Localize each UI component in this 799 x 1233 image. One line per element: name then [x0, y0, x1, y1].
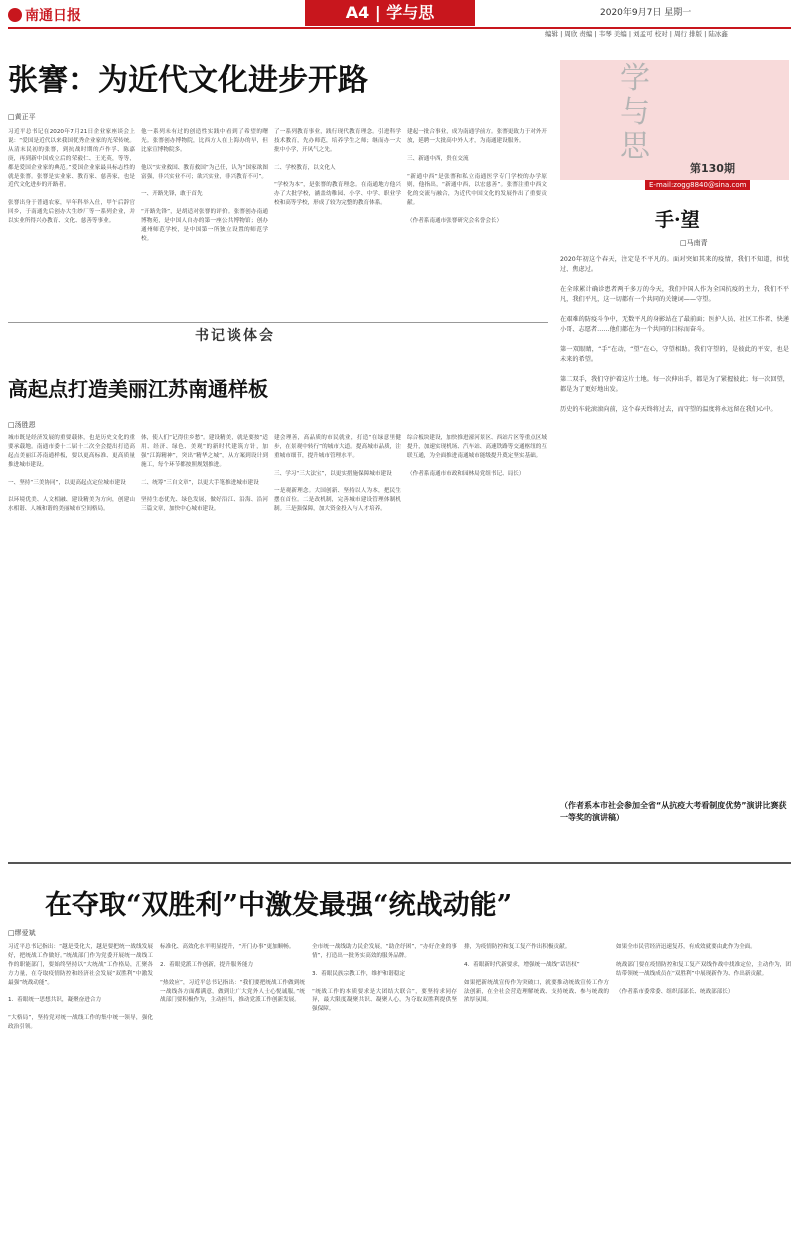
essay-footnote: （作者系本市社会参加全省“从抗疫大考看制度优势”演讲比赛获一等奖的演讲稿） — [560, 801, 787, 822]
article1-column-4: 建起一批合事业，成为南通学前方。张謇更致力于对外开放，延聘一大批高中外人才，为南通建设服务。 三、新通中西，贵在交流 “新通中西”是张謇和私立南通医学专门学校的办学原则，他指出，“新通中西，以宏慈善”。张謇注重中西文化的交流与融合，为近代中国文化的发展作出了重要贡献。 （作者系南通市张謇研究会名誉会长） — [407, 129, 547, 225]
issue-date: 2020年9月7日 星期一 — [600, 8, 692, 18]
article2-column-3: 建会理善，高品质的市民就业，打造“在绿意里健步，在景观中转行”的城市大道。提高城市品质，注重城市细节，提升城市管理水平。 三、学习“三大法宝”，以更实措施保障城市建设 一是观新理念。大国创新、坚持以人为本，把民生摆在首位。二是改机制，完善城市建设管理体制机制。三是强保障，加大资金投入与人才培养。 — [274, 435, 401, 513]
article1-byline: □黄正平 — [8, 113, 36, 121]
article3-column-2: 标准化、高效化水平明显提升，“开门办事”更加顺畅。 2．着眼党派工作创新，提升服务能力 “热效应”，习近平总书记指出：“我们要把统战工作做到统一战线各方面都满意，做到让广大党外人士心悦诚服。”统战部门要积极作为，主动担当，推动党派工作创新发展。 — [160, 944, 305, 1004]
editors-line: 编辑 | 周欣 责编 | 韦琴 美编 | 刘孟可 校对 | 周行 排版 | 陆冰鑫 — [545, 30, 728, 38]
article3-column-4: 排，为疫情防控和复工复产作出积极贡献。 4．着眼新时代新要求，增强统一战线“话语权” 如果把新统战宣传作为突破口，就要推动统战宣传工作方法创新，在全社会营造理解统战、支持统战、参与统战的浓厚氛围。 — [464, 944, 609, 1004]
logo-icon — [8, 8, 22, 22]
newspaper-logo — [8, 5, 81, 25]
essay-body: 2020年初这个春天，注定是不平凡的。面对突如其来的疫情，我们不知道，担忧过、焦虑过。 在全球累计确诊患者两千多万的今天，我们中国人作为全国抗疫的主力，我们不平凡，我们平凡，这一切都有一个共同的关键词——守望。 在艰难的防疫斗争中，无数平凡的身影站在了最前面；医护人员、社区工作者、快递小哥、志愿者……他们都在为一个共同的目标而奋斗。 第一双眼睛，“手”在动，“望”在心，守望相助。我们守望的，是彼此的平安，也是未来的希望。 第二双手，我们守护着这片土地。每一次伸出手，都是为了紧握彼此；每一次回望，都是为了更好地出发。 历史的车轮滚滚向前，这个春天终将过去，而守望的温度将永远留在我们心中。 — [560, 256, 789, 413]
article1-column-2: 他一系列未有过的创造性实践中看到了希望的曙光。张謇创办博物院，比西方人在上海办的早，但比家宣博物院多。 他以“实业救国、教育救国”为己任，认为“国家欲图富强，非兴实业不可；欲兴实业，非兴教育不可”。 一、开路先锋，敢于首先 “开路先锋”，是胡适对张謇的评价。张謇创办南通博物苑，是中国人自办的第一座公共博物馆；创办通州师范学校，是中国第一所独立设置的师范学校。 — [141, 129, 268, 242]
article2-column-2: 体，使人们“记得住乡愁”。建设精美，就是要按“适用、经济、绿色、美观”的新时代建筑方针，加强“江海精神”，突出“精华之城”，从方案到设计到施工，每个环节都按照规划推进。 二、统筹“三自文章”，以更大手笔推进城市建设 坚持生态优先、绿色发展，做好沿江、沿海、沿河三篇文章，加快中心城市建设。 — [141, 435, 268, 513]
essay-author: □马南青 — [680, 239, 708, 247]
column-calligraphy: 学与思 — [620, 61, 650, 164]
issue-number: 第130期 — [690, 162, 735, 175]
reflection-label: 书记谈体会 — [195, 328, 275, 344]
article1-column-1: 习近平总书记在2020年7月21日企业家座谈会上说：“爱国是近代以来我国优秀企业家的光荣传统。从清末民初的张謇，到抗战时期的卢作孚、陈嘉庚，再到新中国成立后的荣毅仁、王光英，等等，都是爱国企业家的典范。”爱国企业家最具标志性的就是张謇。张謇是实业家、教育家、慈善家，也是近代文化进步的开路者。 张謇出身于普通农家，早年科举入仕，甲午后辞官回乡，于南通先后创办大生纱厂等一系列企业，并以实业所得兴办教育、文化、慈善等事业。 — [8, 129, 135, 225]
article2-byline: □汤胜恩 — [8, 421, 36, 429]
logo-text: 南通日报 — [25, 8, 81, 24]
article3-title: 在夺取“双胜利”中激发最强“统战动能” — [45, 890, 513, 921]
article2-title: 高起点打造美丽江苏南通样板 — [8, 377, 268, 401]
section-banner: A4 | 学与思 — [305, 0, 475, 26]
essay-title: 手·望 — [655, 209, 700, 231]
column-header-box — [560, 60, 789, 180]
contact-email: E-mail:zogg8840@sina.com — [645, 180, 750, 190]
section-divider-1 — [8, 322, 548, 323]
article1-column-3: 了一系列教育事业，践行现代教育理念。引进科学技术教育，先办师范，培养学生之师；继而办一大批中小学，开风气之先。 二、学校教育，以文化人 “学校为本”，是张謇的教育理念。在南通地方他兴办了大批学校，涵盖幼稚园、小学、中学、职业学校和高等学校，形成了较为完整的教育体系。 — [274, 129, 401, 207]
article1-title: 张謇：为近代文化进步开路 — [8, 63, 368, 98]
article2-column-1: 城市既是经济发展的重要载体，也是历史文化的重要承载地。南通市委十二届十二次全会提出打造高起点美丽江苏南通样板，要以更高标准、更高质量推进城市建设。 一、坚持“三美协同”，以更高起点定位城市建设 以环境优美、人文相融、建设精美为方向，创建山水相谐、人城和谐的美丽城市空间格局。 — [8, 435, 135, 513]
article3-column-3: 全市统一战线助力民企发展，“助企纾困”，“办好企业的事情”，打造出一批务实高效的服务品牌。 3．着眼民族宗教工作，维护和谐稳定 “统战工作的本质要求是大团结大联合”，要坚持求同存异，最大限度凝聚共识、凝聚人心，为夺取双胜利提供坚强保障。 — [312, 944, 457, 1013]
article3-byline: □缪爱斌 — [8, 929, 36, 937]
article3-column-5: 如果全市民营经济迅速复苏，有成效就要由此作为全面。 统战部门要在疫情防控和复工复产双线作战中找准定位，主动作为，团结带领统一战线成员在“双胜利”中展现新作为、作出新贡献。 （作者系市委常委、组织部部长、统战部部长） — [616, 944, 791, 995]
section-divider-2 — [8, 862, 791, 864]
article3-column-1: 习近平总书记指出：“越是受化大，越是要把统一战线发展好，把统战工作做好。”统战部门作为党委开展统一战线工作的职能部门，要始终坚持以“大统战”工作格局，汇聚各方力量，在夺取疫情防控和经济社会发展“双胜利”中激发最强“统战动能”。 1．着眼统一思想共识，凝聚奋进合力 “大格局”，坚持党对统一战线工作的集中统一领导，强化政治引领。 — [8, 944, 153, 1031]
article2-column-4: 综合板块建设，加快推进濠河景区、西站片区等重点区域提升，加速实现机场、汽车站、高速铁路等交通枢纽的互联互通，为全面推进南通城市能级提升奠定坚实基础。 （作者系南通市市政和园林局党组书记、局长） — [407, 435, 547, 477]
